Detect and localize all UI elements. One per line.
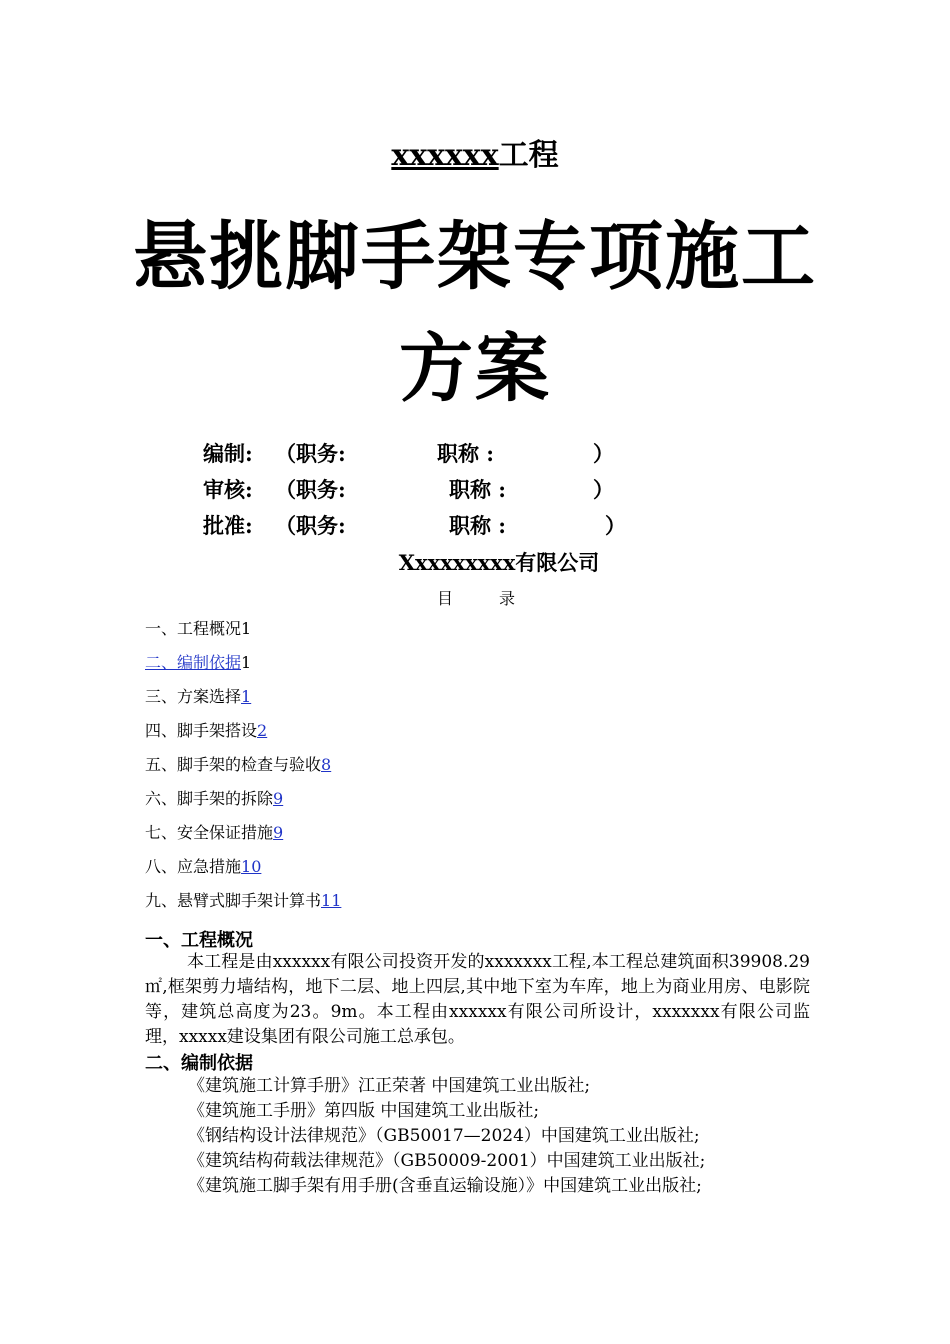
project-name-placeholder: xxxxxx xyxy=(391,138,499,173)
toc-heading-left: 目 xyxy=(437,589,454,608)
signature-position: （职务: xyxy=(275,477,346,502)
toc-item-page-link[interactable]: 11 xyxy=(321,891,342,910)
toc-item-title: 三、方案选择 xyxy=(145,687,242,706)
toc-item-title: 四、脚手架搭设 xyxy=(145,721,258,740)
toc-item-page: 1 xyxy=(241,619,252,638)
company-name: Xxxxxxxxx有限公司 xyxy=(398,550,600,575)
section-heading-basis: 二、编制依据 xyxy=(145,1053,253,1074)
reference-list xyxy=(188,1074,705,1199)
toc-item-title: 六、脚手架的拆除 xyxy=(145,789,274,808)
toc-item[interactable] xyxy=(145,856,341,890)
reference-item: 《建筑施工脚手架有用手册(含垂直运输设施）》中国建筑工业出版社; xyxy=(188,1176,702,1196)
toc-item-title-link[interactable]: 二、编制依据 xyxy=(145,653,242,672)
reference-item: 《建筑施工手册》第四版 中国建筑工业出版社; xyxy=(188,1101,540,1121)
toc-item-page-link[interactable]: 8 xyxy=(321,755,332,774)
toc-item-page-link[interactable]: 9 xyxy=(273,789,284,808)
signature-position: （职务: xyxy=(275,513,346,538)
toc-item[interactable] xyxy=(145,618,341,652)
toc-item-title: 九、悬臂式脚手架计算书 xyxy=(145,891,322,910)
toc-item[interactable] xyxy=(145,652,341,686)
signature-close: ） xyxy=(605,513,626,538)
project-suffix: 工程 xyxy=(498,138,559,173)
project-title xyxy=(0,130,950,174)
main-title-line1: 悬挑脚手架专项施工 xyxy=(133,214,817,300)
toc-item[interactable] xyxy=(145,686,341,720)
toc-item-page-link[interactable]: 1 xyxy=(241,687,252,706)
toc-heading-right: 录 xyxy=(499,589,516,608)
signature-role: 批准: xyxy=(203,513,253,538)
toc-item-title: 五、脚手架的检查与验收 xyxy=(145,755,322,774)
overview-paragraph: 本工程是由xxxxxx有限公司投资开发的xxxxxxx工程,本工程总建筑面积39908.29㎡,框架剪力墙结构，地下二层、地上四层,其中地下室为车库，地上为商业用房、电影院等，建筑总高度为23。9m。本工程由xxxxxx有限公司所设计，xxxxxxx有限公司监理，xxxxx建设集团有限公司施工总承包。 xyxy=(145,952,810,1047)
signature-rank: 职称 : xyxy=(449,513,507,538)
toc-item[interactable] xyxy=(145,720,341,754)
signature-role: 编制: xyxy=(203,441,253,466)
toc-item-page-link[interactable]: 2 xyxy=(257,721,268,740)
toc-item[interactable] xyxy=(145,754,341,788)
signature-close: ） xyxy=(593,477,614,502)
signature-rank: 职称 : xyxy=(437,441,495,466)
toc-item-page: 1 xyxy=(241,653,252,672)
main-title-line2: 方案 xyxy=(399,326,551,412)
table-of-contents xyxy=(145,618,341,924)
toc-item-page-link[interactable]: 10 xyxy=(241,857,262,876)
signature-position: （职务: xyxy=(275,441,346,466)
signature-rank: 职称 : xyxy=(449,477,507,502)
reference-item: 《建筑施工计算手册》江正荣著 中国建筑工业出版社; xyxy=(188,1076,591,1096)
signature-role: 审核: xyxy=(203,477,253,502)
reference-item: 《钢结构设计法律规范》（GB50017—2024）中国建筑工业出版社; xyxy=(188,1126,700,1146)
toc-item-title: 一、工程概况 xyxy=(145,619,242,638)
toc-item[interactable] xyxy=(145,822,341,856)
section-heading-overview: 一、工程概况 xyxy=(145,930,253,951)
toc-item[interactable] xyxy=(145,890,341,924)
toc-item-title: 七、安全保证措施 xyxy=(145,823,274,842)
toc-item-page-link[interactable]: 9 xyxy=(273,823,284,842)
signature-close: ） xyxy=(593,441,614,466)
toc-item[interactable] xyxy=(145,788,341,822)
reference-item: 《建筑结构荷载法律规范》（GB50009-2001）中国建筑工业出版社; xyxy=(188,1151,706,1171)
toc-item-title: 八、应急措施 xyxy=(145,857,242,876)
